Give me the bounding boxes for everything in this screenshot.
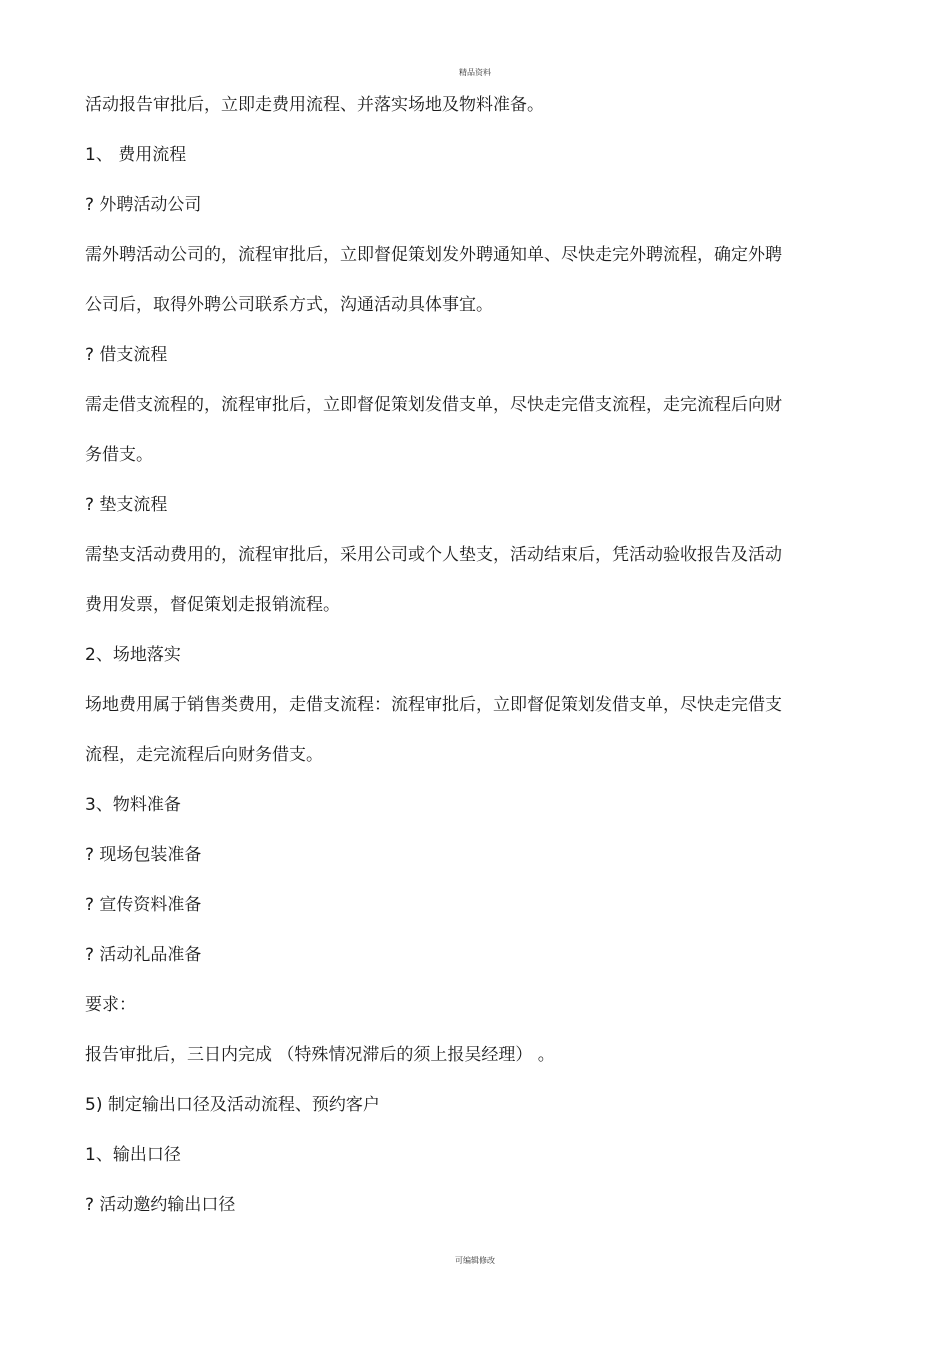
paragraph-line: 公司后，取得外聘公司联系方式，沟通活动具体事宜。: [85, 295, 493, 315]
requirements-text: 报告审批后，三日内完成 （特殊情况滞后的须上报吴经理） 。: [85, 1045, 555, 1065]
bullet-promo-materials: ? 宣传资料准备: [85, 895, 202, 915]
bullet-event-gifts: ? 活动礼品准备: [85, 945, 202, 965]
paragraph-line: 需外聘活动公司的，流程审批后，立即督促策划发外聘通知单、尽快走完外聘流程，确定外聘: [85, 245, 782, 265]
bullet-invitation-caliber: ? 活动邀约输出口径: [85, 1195, 236, 1215]
section-heading-output-caliber: 1、输出口径: [85, 1145, 181, 1165]
section-heading-output: 5) 制定输出口径及活动流程、预约客户: [85, 1095, 380, 1115]
requirements-label: 要求：: [85, 995, 136, 1015]
paragraph-line: 费用发票，督促策划走报销流程。: [85, 595, 340, 615]
bullet-onsite-packaging: ? 现场包装准备: [85, 845, 202, 865]
paragraph-line: 需走借支流程的，流程审批后，立即督促策划发借支单，尽快走完借支流程，走完流程后向财: [85, 395, 782, 415]
bullet-advance-process: ? 垫支流程: [85, 495, 168, 515]
bullet-loan-process: ? 借支流程: [85, 345, 168, 365]
section-heading-venue: 2、场地落实: [85, 645, 181, 665]
bullet-external-company: ? 外聘活动公司: [85, 195, 202, 215]
paragraph-line: 流程，走完流程后向财务借支。: [85, 745, 323, 765]
paragraph-intro: 活动报告审批后，立即走费用流程、并落实场地及物料准备。: [85, 95, 544, 115]
paragraph-line: 需垫支活动费用的，流程审批后，采用公司或个人垫支，活动结束后，凭活动验收报告及活动: [85, 545, 782, 565]
document-body: [85, 89, 825, 1239]
page-header: 精品资料: [459, 68, 491, 77]
section-heading-expense: 1、 费用流程: [85, 145, 187, 165]
paragraph-line: 务借支。: [85, 445, 153, 465]
section-heading-materials: 3、物料准备: [85, 795, 181, 815]
page-footer: 可编辑修改: [455, 1256, 495, 1265]
paragraph-line: 场地费用属于销售类费用，走借支流程：流程审批后，立即督促策划发借支单，尽快走完借支: [85, 695, 782, 715]
